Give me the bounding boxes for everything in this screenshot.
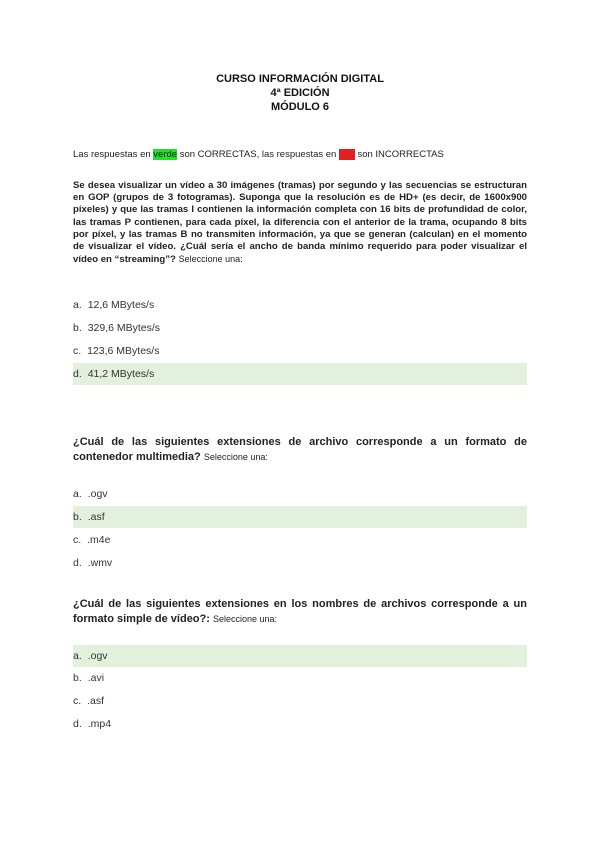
legend-suffix: son INCORRECTAS	[357, 149, 444, 160]
option-letter: a.	[73, 299, 82, 311]
q3-option-d[interactable]	[73, 713, 527, 735]
q1-option-c[interactable]	[73, 340, 527, 362]
question-1-select-hint: Seleccione una:	[178, 254, 243, 265]
option-letter: c.	[73, 534, 82, 546]
option-letter: c.	[73, 695, 82, 707]
option-letter: b.	[73, 511, 82, 523]
option-text: .avi	[87, 672, 105, 684]
option-text: 12,6 MBytes/s	[87, 299, 155, 311]
question-2-select-hint: Seleccione una:	[203, 452, 268, 462]
edition-label: 4ª EDICIÓN	[270, 87, 330, 99]
option-letter: c.	[73, 345, 82, 357]
option-letter: d.	[73, 368, 82, 380]
q1-option-b[interactable]	[73, 317, 527, 339]
question-1-text: Se desea visualizar un vídeo a 30 imágenes (tramas) por segundo y las secuencias se estructuran en GOP (grupos de 3 fotogramas). Suponga que la resolución es de HD+ (es decir, de 1600x900 píxeles) y que las tramas I contienen la información completa con 16 bits de profundidad de color, las tramas P contienen, para cada píxel, la diferencia con el anterior de la trama, ocupando 8 bits por píxel, y las tramas B no transmiten información, ya que se generan (calculan) en el momento de visualizar el vídeo. ¿Cuál sería el ancho de banda mínimo requerido para poder visualizar el vídeo en “streaming”?	[73, 180, 527, 266]
q3-option-c[interactable]	[73, 690, 527, 712]
course-title: CURSO INFORMACIÓN DIGITAL	[216, 73, 384, 85]
q2-option-d[interactable]	[73, 552, 527, 574]
q3-option-a[interactable]	[73, 645, 527, 667]
option-text: 41,2 MBytes/s	[87, 368, 155, 380]
legend-green-word: verde	[153, 149, 178, 160]
question-3-select-hint: Seleccione una:	[212, 614, 278, 624]
answer-legend	[73, 149, 444, 160]
legend-prefix: Las respuestas en	[73, 149, 151, 160]
question-2-text: ¿Cuál de las siguientes extensiones de archivo corresponde a un formato de contenedor multimedia?	[73, 436, 527, 463]
q2-option-a[interactable]	[73, 483, 527, 505]
q3-option-b[interactable]	[73, 667, 527, 689]
q1-option-d[interactable]	[73, 363, 527, 385]
option-text: .ogv	[87, 650, 108, 662]
option-letter: d.	[73, 557, 82, 569]
option-letter: d.	[73, 718, 82, 730]
option-text: .asf	[87, 511, 105, 523]
q2-option-c[interactable]	[73, 529, 527, 551]
question-1	[73, 180, 527, 266]
option-text: .ogv	[87, 488, 108, 500]
option-text: .asf	[87, 695, 105, 707]
option-text: .m4e	[87, 534, 111, 546]
legend-middle: son CORRECTAS, las respuestas en	[179, 149, 337, 160]
option-letter: a.	[73, 650, 82, 662]
question-3-text: ¿Cuál de las siguientes extensiones en los nombres de archivos corresponde a un formato simple de vídeo?:	[73, 598, 527, 625]
option-text: .mp4	[87, 718, 112, 730]
question-2	[73, 435, 527, 465]
q2-option-b[interactable]	[73, 506, 527, 528]
option-text: 329,6 MBytes/s	[87, 322, 161, 334]
module-label: MÓDULO 6	[270, 101, 330, 113]
question-3	[73, 597, 527, 627]
q1-option-a[interactable]	[73, 294, 527, 316]
option-letter: b.	[73, 322, 82, 334]
option-letter: b.	[73, 672, 82, 684]
legend-red-word: rojo	[338, 149, 355, 160]
option-text: 123,6 MBytes/s	[87, 345, 160, 357]
option-letter: a.	[73, 488, 82, 500]
option-text: .wmv	[87, 557, 113, 569]
